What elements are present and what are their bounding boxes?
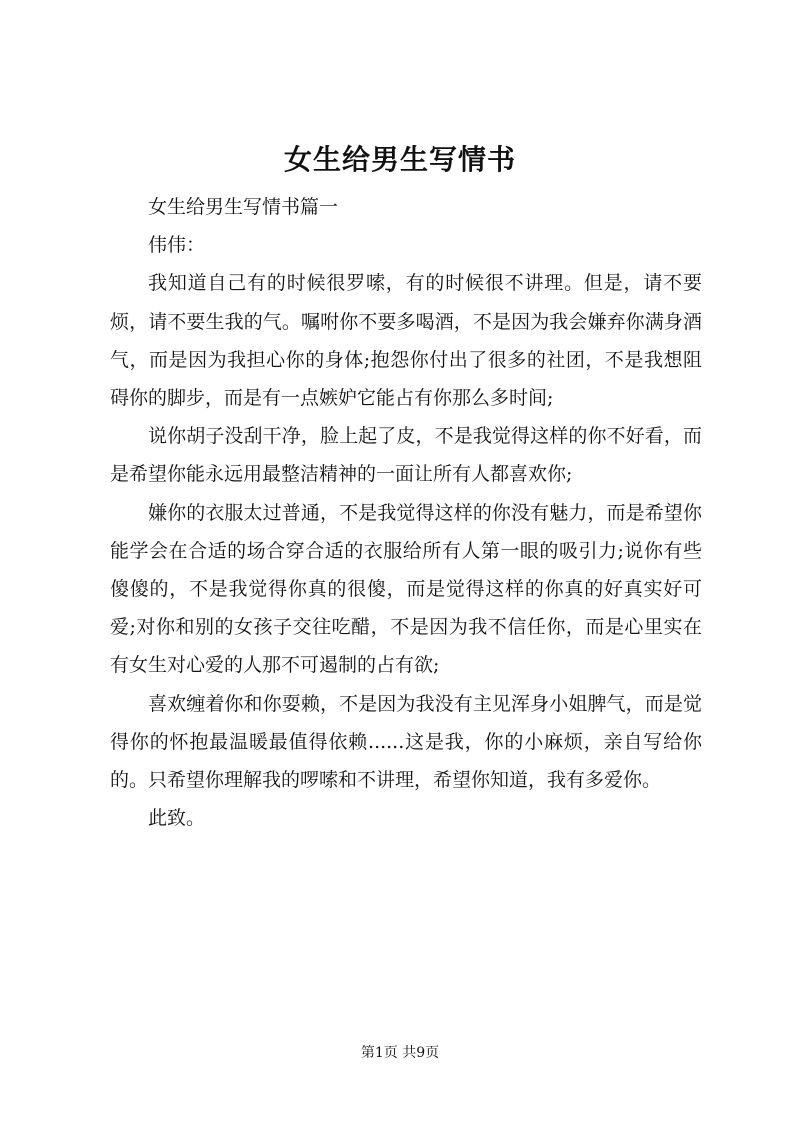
document-body xyxy=(110,188,702,837)
section-heading: 女生给男生写情书篇一 xyxy=(148,196,339,218)
salutation: 伟伟： xyxy=(148,234,206,257)
closing: 此致。 xyxy=(148,807,206,830)
body-paragraph: 喜欢缠着你和你耍赖，不是因为我没有主见浑身小姐脾气，而是觉得你的怀抱最温暖最值得依赖......这是我，你的小麻烦，亲自写给你的。只希望你理解我的啰嗦和不讲理，希望你知道，我有多爱你。 xyxy=(110,692,702,792)
page-footer: 第1页 共9页 xyxy=(360,1045,440,1061)
document-title: 女生给男生写情书 xyxy=(283,143,516,176)
body-paragraph: 说你胡子没刮干净，脸上起了皮，不是我觉得这样的你不好看，而是希望你能永远用最整洁精神的一面让所有人都喜欢你; xyxy=(110,425,702,486)
body-paragraph: 我知道自己有的时候很罗嗦，有的时候很不讲理。但是，请不要烦，请不要生我的气。嘱咐你不要多喝酒，不是因为我会嫌弃你满身酒气，而是因为我担心你的身体;抱怨你付出了很多的社团，不是我想阻碍你的脚步，而是有一点嫉妒它能占有你那么多时间; xyxy=(110,272,702,410)
body-paragraph: 嫌你的衣服太过普通，不是我觉得这样的你没有魅力，而是希望你能学会在合适的场合穿合适的衣服给所有人第一眼的吸引力;说你有些傻傻的，不是我觉得你真的很傻，而是觉得这样的你真的好真实好可爱;对你和别的女孩子交往吃醋，不是因为我不信任你，而是心里实在有女生对心爱的人那不可遏制的占有欲; xyxy=(110,501,702,677)
